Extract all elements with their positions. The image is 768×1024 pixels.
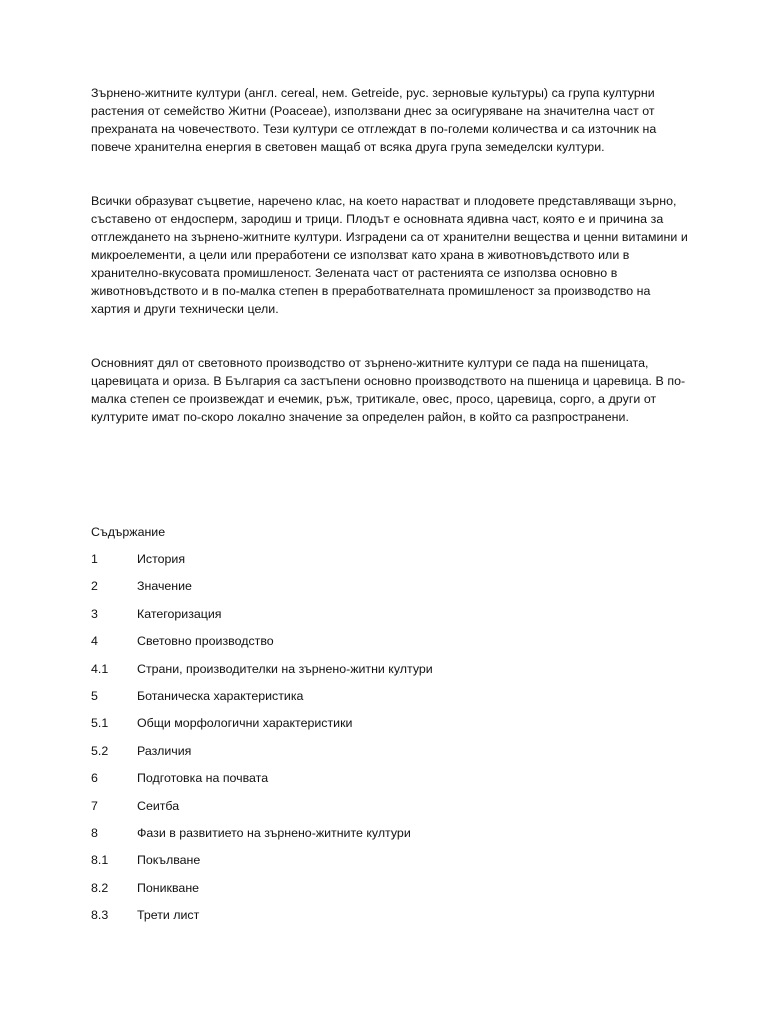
table-of-contents bbox=[91, 523, 691, 933]
toc-item-number: 5.2 bbox=[91, 743, 109, 758]
toc-item[interactable] bbox=[91, 742, 691, 769]
toc-item-number: 6 bbox=[91, 771, 98, 786]
toc-item-label: Различия bbox=[137, 743, 192, 758]
toc-item-number: 5 bbox=[91, 688, 98, 703]
toc-item-label: Поникване bbox=[137, 880, 200, 895]
toc-item-label: Фази в развитието на зърнено-житните култури bbox=[137, 825, 411, 840]
toc-item-label: Общи морфологични характеристики bbox=[137, 716, 353, 731]
toc-item-label: Подготовка на почвата bbox=[137, 771, 269, 786]
toc-item[interactable] bbox=[91, 632, 691, 659]
toc-item-number: 8.3 bbox=[91, 908, 109, 923]
paragraph-structure: Всички образуват съцветие, наречено клас, на което нарастват и плодовете представляващи зърно, съставено от ендосперм, зародиш и трици. Плодът е основната ядивна част, която е и причина за отглеждането на зърнено-житните култури. Изградени са от хранителни вещества и ценни витамини и микроелементи, а цели или преработени се използват като храна в животновъдството или в хранително-вкусовата промишленост. Зелената част от растенията се използва основно в животновъдството и в по-малка степен в преработвателната промишленост за производство на хартия и други технически цели. bbox=[91, 194, 688, 316]
toc-item[interactable] bbox=[91, 714, 691, 741]
toc-item[interactable] bbox=[91, 906, 691, 933]
toc-item-label: Световно производство bbox=[137, 634, 274, 649]
toc-item-number: 4.1 bbox=[91, 661, 109, 676]
document-body bbox=[91, 84, 691, 426]
toc-item-number: 2 bbox=[91, 579, 98, 594]
toc-item[interactable] bbox=[91, 797, 691, 824]
toc-item[interactable] bbox=[91, 687, 691, 714]
toc-item[interactable] bbox=[91, 550, 691, 577]
paragraph-production: Основният дял от световното производство от зърнено-житните култури се пада на пшеницата, царевицата и ориза. В България са застъпени основно производството на пшеница и царевица. В по-малка степен се произвеждат и ечемик, ръж, тритикале, овес, просо, царевица, сорго, а други от културите имат по-скоро локално значение за определен район, в който са разпространени. bbox=[91, 356, 686, 424]
toc-item[interactable] bbox=[91, 824, 691, 851]
toc-item-number: 5.1 bbox=[91, 716, 109, 731]
paragraph-intro: Зърнено-житните култури (англ. cereal, нем. Getreide, рус. зерновые культуры) са група културни растения от семейство Житни (Poaceae), използвани днес за осигуряване на значителна част от прехраната на човечеството. Тези култури се отглеждат в по-големи количества и са източник на повече хранителна енергия в световен мащаб от всяка друга група земеделски култури. bbox=[91, 86, 657, 154]
toc-item-label: Сеитба bbox=[137, 798, 180, 813]
toc-item-number: 3 bbox=[91, 606, 98, 621]
toc-item-number: 4 bbox=[91, 634, 98, 649]
toc-item-label: Категоризация bbox=[137, 606, 222, 621]
toc-item-label: Трети лист bbox=[137, 908, 200, 923]
toc-item[interactable] bbox=[91, 769, 691, 796]
toc-item-number: 8 bbox=[91, 825, 98, 840]
toc-item-number: 7 bbox=[91, 798, 98, 813]
toc-list bbox=[91, 550, 691, 933]
toc-item-label: Страни, производителки на зърнено-житни култури bbox=[137, 661, 433, 676]
toc-title: Съдържание bbox=[91, 525, 166, 539]
toc-item-label: Покълване bbox=[137, 853, 201, 868]
toc-item-label: Значение bbox=[137, 579, 192, 594]
toc-item[interactable] bbox=[91, 577, 691, 604]
toc-item-number: 8.1 bbox=[91, 853, 109, 868]
toc-item[interactable] bbox=[91, 605, 691, 632]
toc-item[interactable] bbox=[91, 879, 691, 906]
toc-item-number: 8.2 bbox=[91, 880, 109, 895]
toc-item[interactable] bbox=[91, 660, 691, 687]
toc-item[interactable] bbox=[91, 851, 691, 878]
toc-item-label: Ботаническа характеристика bbox=[137, 688, 304, 703]
toc-item-label: История bbox=[137, 552, 186, 566]
toc-item-number: 1 bbox=[91, 552, 98, 566]
